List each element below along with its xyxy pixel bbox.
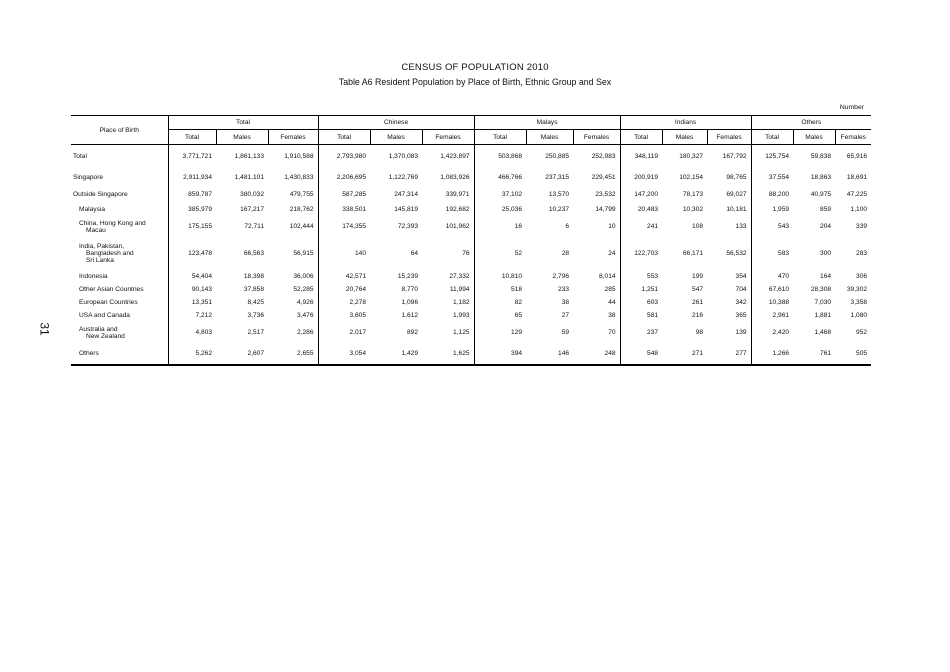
group-header: Malays	[474, 116, 620, 130]
table-cell: 10,302	[682, 206, 704, 213]
table-cell: 37,554	[751, 169, 793, 186]
table-cell: 147,200	[620, 186, 662, 203]
table-cell: 42,571	[318, 270, 370, 283]
row-label-line: Indonesia	[79, 272, 108, 280]
group-header-row	[71, 116, 871, 130]
row-label-line: Sri Lanka	[86, 256, 114, 264]
table-cell: 64	[410, 249, 419, 257]
table-cell: 146	[526, 343, 573, 365]
population-table	[71, 115, 871, 366]
table-cell: 1,083,926	[440, 173, 470, 181]
table-cell: 470	[751, 270, 793, 283]
table-cell: 1,993	[453, 312, 470, 319]
table-cell: 38	[561, 298, 570, 306]
table-cell: 216	[692, 312, 704, 319]
table-cell: 2,017	[318, 323, 370, 343]
table-cell: 16	[474, 217, 526, 237]
table-cell: 37,858	[243, 285, 264, 293]
table-cell: 8,770	[401, 285, 419, 293]
row-label-line: Australia and	[79, 325, 118, 333]
table-cell: 140	[318, 237, 370, 270]
table-cell: 2,655	[268, 343, 318, 365]
table-cell: 18,863	[810, 173, 832, 181]
table-cell: 466,766	[474, 169, 526, 186]
table-row	[71, 186, 871, 203]
table-cell: 10,237	[548, 206, 570, 213]
table-cell: 6	[565, 223, 570, 230]
table-cell: 180,327	[679, 153, 704, 161]
row-label-line: New Zealand	[86, 332, 125, 340]
table-cell: 233	[558, 285, 570, 293]
table-cell: 218,762	[289, 206, 314, 213]
table-cell: 18,691	[846, 173, 868, 181]
table-cell: 348,119	[620, 145, 662, 169]
table-cell: 204	[820, 223, 832, 230]
table-cell: 3,358	[850, 298, 868, 306]
table-cell: 2,607	[216, 343, 268, 365]
table-cell: 7,212	[168, 309, 216, 323]
row-label-line: Macau	[86, 226, 106, 234]
table-cell: 283	[856, 249, 868, 257]
table-row	[71, 309, 871, 323]
table-cell: 125,754	[751, 145, 793, 169]
row-label	[71, 186, 168, 203]
table-cell: 229,451	[591, 173, 616, 181]
table-cell: 52,285	[293, 285, 314, 293]
table-cell: 553	[620, 270, 662, 283]
table-cell: 13,351	[168, 296, 216, 309]
table-cell: 3,054	[318, 343, 370, 365]
table-cell: 1,251	[620, 283, 662, 296]
col-header: Males	[370, 130, 422, 145]
table-row	[71, 217, 871, 237]
table-cell: 67,610	[751, 283, 793, 296]
table-cell: 505	[835, 343, 871, 365]
table-cell: 18,398	[243, 272, 264, 280]
table-cell: 2,517	[247, 329, 264, 336]
table-cell: 1,910,588	[284, 153, 314, 161]
table-cell: 145,819	[394, 206, 419, 213]
table-cell: 2,911,934	[168, 169, 216, 186]
table-cell: 56,532	[726, 249, 747, 257]
table-cell: 167,792	[722, 153, 747, 161]
row-label-line: European Countries	[79, 298, 138, 306]
table-cell: 354	[735, 272, 747, 280]
row-label	[71, 145, 168, 169]
table-cell: 3,736	[247, 312, 264, 319]
table-cell: 90,143	[168, 283, 216, 296]
table-row	[71, 203, 871, 217]
table-cell: 25,036	[474, 203, 526, 217]
table-cell: 3,476	[297, 312, 314, 319]
table-cell: 1,481,101	[234, 173, 264, 181]
col-header: Males	[526, 130, 573, 145]
table-cell: 40,975	[810, 190, 832, 198]
table-cell: 380,032	[240, 190, 264, 198]
table-cell: 129	[474, 323, 526, 343]
table-row	[71, 145, 871, 169]
table-cell: 2,796	[552, 272, 570, 280]
table-cell: 10,181	[726, 206, 747, 213]
row-label	[71, 343, 168, 365]
col-header: Females	[707, 130, 751, 145]
table-cell: 603	[620, 296, 662, 309]
table-cell: 98,765	[726, 173, 747, 181]
table-cell: 98	[695, 329, 704, 336]
table-cell: 28	[561, 249, 570, 257]
row-label	[71, 309, 168, 323]
table-row	[71, 283, 871, 296]
table-cell: 394	[474, 343, 526, 365]
table-cell: 7,030	[814, 298, 832, 306]
table-cell: 52	[474, 237, 526, 270]
table-row	[71, 323, 871, 343]
col-header: Females	[573, 130, 620, 145]
table-cell: 1,430,833	[284, 173, 314, 181]
table-cell: 1,125	[453, 329, 470, 336]
table-cell: 241	[620, 217, 662, 237]
table-cell: 72,393	[397, 223, 419, 230]
table-cell: 365	[735, 312, 747, 319]
table-cell: 14,799	[595, 206, 616, 213]
table-cell: 20,483	[620, 203, 662, 217]
row-label-line: Singapore	[73, 173, 104, 181]
table-cell: 175,155	[168, 217, 216, 237]
table-cell: 3,605	[318, 309, 370, 323]
table-cell: 10,388	[751, 296, 793, 309]
table-cell: 2,793,980	[318, 145, 370, 169]
row-label	[71, 283, 168, 296]
table-cell: 1,429	[370, 343, 422, 365]
row-label	[71, 270, 168, 283]
table-cell: 38	[608, 312, 616, 319]
table-cell: 54,404	[168, 270, 216, 283]
table-cell: 2,961	[751, 309, 793, 323]
table-cell: 24	[608, 249, 616, 257]
table-cell: 4,803	[168, 323, 216, 343]
table-cell: 2,286	[297, 329, 314, 336]
table-cell: 102,444	[289, 223, 314, 230]
col-header: Total	[474, 130, 526, 145]
table-cell: 581	[620, 309, 662, 323]
col-header: Total	[318, 130, 370, 145]
table-cell: 1,423,897	[440, 153, 470, 161]
col-header: Females	[268, 130, 318, 145]
table-cell: 892	[407, 329, 419, 336]
table-cell: 8,425	[247, 298, 264, 306]
table-cell: 20,764	[318, 283, 370, 296]
unit-label: Number	[839, 104, 864, 111]
table-cell: 261	[692, 298, 704, 306]
table-cell: 1,881	[814, 312, 832, 319]
table-row	[71, 270, 871, 283]
table-cell: 27,332	[449, 272, 470, 280]
col-header: Females	[422, 130, 474, 145]
table-row	[71, 296, 871, 309]
stub-header: Place of Birth	[71, 116, 168, 145]
table-cell: 102,154	[679, 173, 704, 181]
table-cell: 1,370,083	[388, 153, 419, 161]
row-label-line: India, Pakistan,	[79, 242, 125, 250]
table-cell: 248	[573, 343, 620, 365]
table-cell: 59	[561, 329, 570, 336]
table-cell: 13,570	[548, 190, 570, 198]
table-cell: 1,625	[422, 343, 474, 365]
table-cell: 306	[856, 272, 868, 280]
table-cell: 952	[856, 329, 868, 336]
group-header: Others	[751, 116, 871, 130]
table-cell: 2,278	[318, 296, 370, 309]
table-cell: 2,420	[751, 323, 793, 343]
table-cell: 339,971	[445, 190, 470, 198]
table-cell: 76	[462, 249, 470, 257]
col-header: Males	[793, 130, 835, 145]
table-cell: 543	[751, 217, 793, 237]
table-cell: 587,285	[318, 186, 370, 203]
table-cell: 36,006	[293, 272, 314, 280]
col-header: Males	[662, 130, 707, 145]
table-cell: 11,994	[449, 285, 470, 293]
table-cell: 859,787	[168, 186, 216, 203]
table-cell: 252,983	[591, 153, 616, 161]
table-cell: 1,266	[751, 343, 793, 365]
table-cell: 108	[692, 223, 704, 230]
table-cell: 518	[474, 283, 526, 296]
table-cell: 1,122,769	[388, 173, 419, 181]
table-cell: 174,355	[318, 217, 370, 237]
table-cell: 27	[561, 312, 570, 319]
table-cell: 1,182	[453, 298, 470, 306]
table-cell: 101,962	[445, 223, 470, 230]
table-row	[71, 169, 871, 186]
table-cell: 247,314	[394, 190, 419, 198]
table-cell: 300	[820, 249, 832, 257]
table-cell: 339	[856, 223, 868, 230]
table-cell: 1,468	[814, 329, 832, 336]
row-label-line: Total	[73, 153, 87, 161]
table-row	[71, 237, 871, 270]
table-cell: 65	[474, 309, 526, 323]
row-label-line: Bangladesh and	[86, 249, 134, 257]
table-cell: 385,979	[168, 203, 216, 217]
row-label-line: Malaysia	[79, 206, 106, 213]
sub-header-row	[71, 130, 871, 145]
table-cell: 547	[692, 285, 704, 293]
table-cell: 250,885	[545, 153, 570, 161]
table-cell: 1,959	[751, 203, 793, 217]
table-cell: 47,225	[846, 190, 868, 198]
table-cell: 133	[735, 223, 747, 230]
table-cell: 59,838	[810, 153, 832, 161]
table-cell: 237,315	[545, 173, 570, 181]
row-label-line: China, Hong Kong and	[79, 219, 146, 227]
group-header: Indians	[620, 116, 751, 130]
page-number: 31	[37, 322, 52, 336]
table-subtitle: Table A6 Resident Population by Place of Birth, Ethnic Group and Sex	[338, 77, 612, 87]
row-label	[71, 296, 168, 309]
table-cell: 285	[604, 285, 616, 293]
table-cell: 1,612	[401, 312, 419, 319]
row-label	[71, 323, 168, 343]
col-header: Total	[620, 130, 662, 145]
table-cell: 164	[820, 272, 832, 280]
table-cell: 65,916	[846, 153, 868, 161]
table-cell: 10,810	[474, 270, 526, 283]
table-cell: 761	[793, 343, 835, 365]
table-cell: 4,926	[297, 298, 314, 306]
table-cell: 44	[608, 298, 616, 306]
col-header: Males	[216, 130, 268, 145]
table-cell: 503,868	[474, 145, 526, 169]
row-label-line: Others	[79, 349, 99, 357]
table-cell: 10	[608, 223, 616, 230]
table-row	[71, 343, 871, 365]
table-cell: 237	[620, 323, 662, 343]
table-cell: 5,262	[168, 343, 216, 365]
table-cell: 66,171	[682, 249, 704, 257]
col-header: Total	[168, 130, 216, 145]
table-cell: 1,080	[850, 312, 868, 319]
table-cell: 23,532	[595, 190, 616, 198]
table-cell: 139	[735, 329, 747, 336]
table-cell: 200,919	[620, 169, 662, 186]
table-cell: 122,703	[620, 237, 662, 270]
row-label	[71, 217, 168, 237]
table-cell: 28,308	[810, 285, 832, 293]
table-cell: 271	[662, 343, 707, 365]
table-cell: 192,682	[445, 206, 470, 213]
row-label-line: Other Asian Countries	[79, 285, 144, 293]
table-cell: 78,173	[682, 190, 704, 198]
table-cell: 15,239	[397, 272, 419, 280]
table-cell: 66,563	[243, 249, 264, 257]
table-cell: 1,096	[401, 298, 419, 306]
table-cell: 123,478	[168, 237, 216, 270]
table-cell: 39,302	[846, 285, 868, 293]
table-cell: 859	[820, 206, 832, 213]
table-cell: 8,014	[599, 272, 616, 280]
row-label-line: USA and Canada	[79, 312, 130, 319]
table-title: CENSUS OF POPULATION 2010	[401, 62, 549, 73]
group-header: Total	[168, 116, 318, 130]
table-cell: 277	[707, 343, 751, 365]
table-cell: 2,206,695	[318, 169, 370, 186]
table-cell: 70	[608, 329, 616, 336]
table-cell: 56,915	[293, 249, 314, 257]
col-header: Females	[835, 130, 871, 145]
table-cell: 1,100	[850, 206, 868, 213]
table-cell: 199	[692, 272, 704, 280]
row-label	[71, 203, 168, 217]
row-label-line: Outside Singapore	[73, 190, 128, 198]
row-label	[71, 169, 168, 186]
col-header: Total	[751, 130, 793, 145]
table-cell: 479,755	[289, 190, 314, 198]
row-label	[71, 237, 168, 270]
table-cell: 69,027	[726, 190, 747, 198]
table-cell: 704	[735, 285, 747, 293]
table-cell: 1,861,133	[234, 153, 264, 161]
table-cell: 338,501	[318, 203, 370, 217]
table-cell: 82	[474, 296, 526, 309]
table-cell: 37,102	[474, 186, 526, 203]
table-cell: 167,217	[240, 206, 264, 213]
table-cell: 88,200	[751, 186, 793, 203]
table-cell: 72,711	[244, 223, 264, 230]
table-cell: 583	[751, 237, 793, 270]
table-cell: 3,771,721	[168, 145, 216, 169]
table-cell: 342	[735, 298, 747, 306]
group-header: Chinese	[318, 116, 474, 130]
table-cell: 548	[620, 343, 662, 365]
